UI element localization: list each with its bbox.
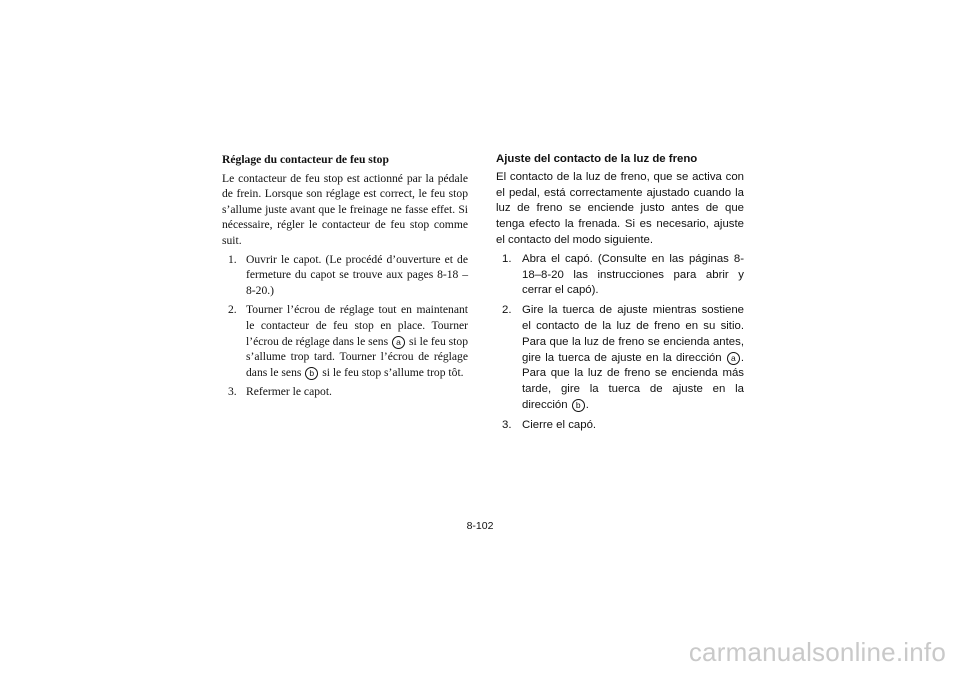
french-step-1 [222,252,468,299]
step-number: 2. [502,304,512,317]
step-text: . [585,398,589,411]
step-text: Refermer le capot. [246,385,332,399]
circled-b-icon: b [572,399,585,412]
step-number: 2. [228,303,237,317]
page-number: 8-102 [466,520,494,532]
step-text: Gire la tuerca de ajuste mientras sostiene el contacto de la luz de freno en su sitio. Para que la luz de freno se encienda antes, gire la tuerca de ajuste en la dirección [522,304,744,364]
circled-a-icon: a [727,352,740,365]
circled-b-icon: b [305,367,318,380]
step-text: si le feu stop s’allume trop tôt. [322,365,464,379]
step-number: 1. [502,252,512,265]
step-number: 1. [228,252,237,266]
step-number: 3. [228,385,237,399]
french-intro: Le contacteur de feu stop est actionné par la pédale de frein. Lorsque son réglage est correct, le feu stop s’allume juste avant que le freinage ne fasse effet. Si nécessaire, régler le contacteur de feu stop comme suit. [222,171,468,247]
spanish-column [496,152,744,438]
step-text: Tourner l’écrou de réglage tout en maintenant le contacteur de feu stop en place. Tourner l’écrou de réglage dans le sens [246,303,468,348]
spanish-step-3 [496,418,744,434]
spanish-steps [496,252,744,434]
french-step-2 [222,302,468,380]
spanish-heading: Ajuste del contacto de la luz de freno [496,153,698,165]
step-text: Abra el capó. (Consulte en las páginas 8-18–8-20 las instrucciones para abrir y cerrar el capó). [522,252,744,297]
watermark: carmanualsonline.info [688,637,946,667]
french-heading: Réglage du contacteur de feu stop [222,153,389,166]
step-text: . Para que la luz de freno se encienda más tarde, gire la tuerca de ajuste en la dirección [522,351,744,411]
step-text: si le feu stop s’allume trop tard. Tourner l’écrou de réglage dans le sens [246,334,468,379]
french-steps [222,252,468,400]
step-text: Ouvrir le capot. (Le procédé d’ouverture et de fermeture du capot se trouve aux pages 8-18 – 8-20.) [246,252,468,297]
circled-a-icon: a [392,336,405,349]
step-number: 3. [502,418,512,431]
spanish-step-1 [496,252,744,299]
french-step-3 [222,384,468,400]
spanish-intro: El contacto de la luz de freno, que se activa con el pedal, está correctamente ajustado cuando la luz de freno se enciende justo antes de que tenga efecto la frenada. Si es necesario, ajuste el contacto del modo siguiente. [496,170,744,246]
step-text: Cierre el capó. [522,418,597,431]
french-column [222,152,468,404]
spanish-step-2 [496,303,744,414]
